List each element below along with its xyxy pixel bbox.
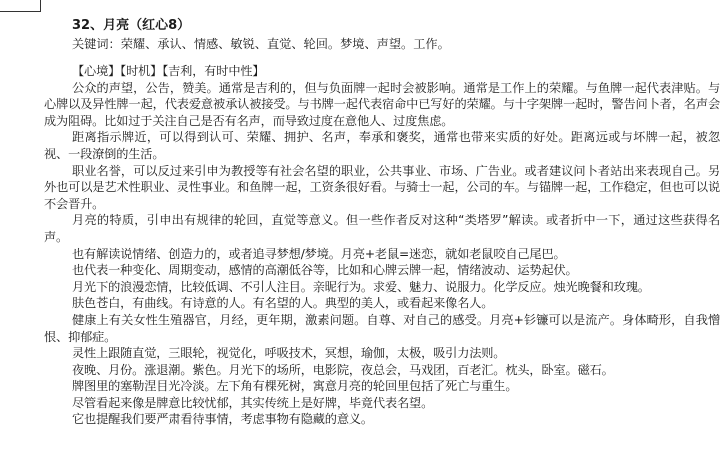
paragraph-moon-traits: 月亮的特质，引申出有规律的轮回，直觉等意义。但一些作者反对这种“类塔罗”解读。或者折中一下，通过这些获得名声。 — [44, 213, 720, 244]
paragraph-places: 夜晚、月份。涨退潮。紫色。月光下的场所，电影院，夜总会，马戏团，百老汇。枕头，卧室。磁石。 — [72, 362, 614, 377]
card-title: 32、月亮（红心8） — [72, 18, 191, 33]
paragraph-change: 也代表一种变化、周期变动，感情的高潮低谷等，比如和心牌云牌一起，情绪波动、运势起伏。 — [72, 263, 578, 278]
page-corner-mark-horizontal — [0, 11, 41, 12]
card-description — [44, 63, 720, 428]
paragraph-emotion: 也有解读说情绪、创造力的，或者追寻梦想/梦境。月亮+老鼠=迷恋，就如老鼠咬自己尾巴。 — [72, 246, 566, 261]
paragraph-romance: 月光下的浪漫恋情，比较低调、不引人注目。亲昵行为。求爱、魅力、说服力。化学反应。烛光晚餐和玫瑰。 — [72, 279, 650, 294]
paragraph-fame: 公众的声望，公告，赞美。通常是吉利的，但与负面牌一起时会被影响。通常是工作上的荣耀。与鱼牌一起代表津贴。与心牌以及异性牌一起，代表爱意被承认被接受。与书牌一起代表宿命中已写好的荣耀。与十字架牌一起时，警告问卜者，名声会成为阻碍。比如过于关注自己是否有名声，而导致过度在意他人、过度焦虑。 — [44, 80, 720, 128]
paragraph-reminder: 它也提醒我们要严肃看待事情，考虑事物有隐藏的意义。 — [72, 412, 373, 427]
paragraph-distance: 距离指示牌近，可以得到认可、荣耀、拥护、名声，奉承和褒奖，通常也带来实质的好处。距离远或与坏牌一起，被忽视、一段潦倒的生活。 — [44, 130, 720, 161]
paragraph-career: 职业名誉，可以反过来引申为教授等有社会名望的职业，公共事业、市场、广告业。或者建议问卜者站出来表现自己。另外也可以是艺术性职业、灵性事业。和鱼牌一起，工资条很好看。与骑士一起，公司的车。与锚牌一起，工作稳定，但也可以说不会晋升。 — [44, 163, 720, 211]
keywords-line: 关键词：荣耀、承认、情感、敏锐、直觉、轮回。梦境、声望。工作。 — [72, 37, 450, 51]
paragraph-health: 健康上有关女性生殖器官，月经，更年期，激素问题。自尊、对自己的感受。月亮+钐镰可以是流产。身体畸形，自我憎恨、抑郁症。 — [44, 312, 720, 344]
paragraph-tradition: 尽管看起来像是牌意比较忧郁，其实传统上是好牌，毕竟代表名望。 — [72, 395, 434, 410]
paragraph-spirituality: 灵性上跟随直觉，三眼轮，视觉化，呼吸技术，冥想，瑜伽，太极，吸引力法则。 — [72, 346, 506, 361]
paragraph-appearance: 肤色苍白，有曲线。有诗意的人。有名望的人。典型的美人，或看起来像名人。 — [72, 296, 494, 311]
paragraph-card-image: 牌图里的塞勒涅目光冷淡。左下角有棵死树，寓意月亮的轮回里包括了死亡与重生。 — [72, 379, 518, 394]
attributes-line: 【心境】【时机】【吉利，有时中性】 — [72, 64, 265, 78]
